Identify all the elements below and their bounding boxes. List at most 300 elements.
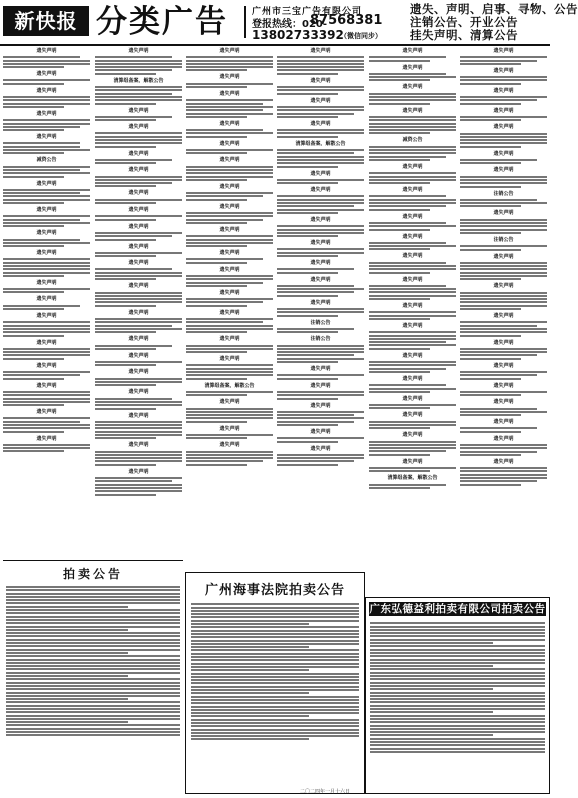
notice-text-line (191, 729, 359, 731)
notice-block-title: 遗失声明 (219, 336, 240, 343)
notice-text-line (369, 404, 456, 406)
notice-text-line (186, 348, 273, 350)
notice-text-line (186, 331, 247, 333)
notice-text-line (3, 56, 80, 58)
notice-text-line (95, 215, 182, 217)
notice-text-line (460, 249, 521, 251)
notice-text-line (369, 371, 430, 373)
notice-block-title: 遗失声明 (402, 213, 423, 220)
notice-text-line (6, 619, 180, 621)
notice-text-line (186, 408, 273, 410)
notice-text-line (277, 331, 338, 333)
notice-block-title: 遗失声明 (219, 203, 240, 210)
notice-text-line (95, 361, 182, 363)
notice-text-line (460, 232, 521, 234)
notice-text-line (6, 593, 180, 595)
notice-text-line (277, 421, 354, 423)
notice-block (95, 108, 182, 122)
notice-text-line (186, 215, 273, 217)
notice-block (369, 214, 456, 231)
notice-text-line (186, 275, 273, 277)
notice-text-line (3, 328, 90, 330)
notice-text-line (277, 195, 364, 197)
notice-block-title: 遗失声明 (219, 91, 240, 98)
notice-text-line (186, 371, 273, 373)
notice-block-title: 遗失声明 (310, 97, 331, 104)
notice-text-line (277, 348, 364, 350)
notice-text-line (191, 643, 359, 645)
notice-block-title: 遗失声明 (128, 190, 149, 197)
notice-text-line (6, 662, 180, 664)
notice-text-line (369, 103, 430, 105)
notice-text-line (369, 447, 456, 449)
notice-text-line (277, 149, 364, 151)
notice-text-line (6, 672, 180, 674)
notice-block-title: 遗失声明 (493, 435, 514, 442)
notice-text-line (369, 179, 456, 181)
notice-block-title: 遗失声明 (219, 48, 240, 54)
notice-text-line (6, 711, 180, 713)
notice-text-line (6, 728, 180, 730)
notice-block-title: 遗失声明 (36, 48, 57, 54)
notice-text-line (277, 152, 354, 154)
notice-text-line (3, 202, 64, 204)
notice-block (369, 48, 456, 62)
notice-block (3, 383, 90, 406)
notice-text-line (277, 106, 364, 108)
notice-text-line (369, 76, 456, 78)
notice-text-line (369, 79, 430, 81)
notice-text-line (186, 149, 273, 151)
notice-block (186, 184, 273, 201)
notice-text-line (6, 642, 180, 644)
notice-block-title: 清算组备案、解散公告 (204, 382, 255, 389)
notice-block (95, 244, 182, 258)
notice-text-line (186, 301, 263, 303)
notice-text-line (3, 358, 64, 360)
notice-text-line (95, 96, 182, 98)
notice-text-line (3, 450, 64, 452)
notice-text-line (191, 636, 359, 638)
notice-text-line (3, 192, 80, 194)
notice-block (369, 475, 456, 489)
notice-text-line (277, 60, 364, 62)
notice-text-line (369, 242, 446, 244)
notice-block (3, 181, 90, 204)
notice-text-line (460, 225, 547, 227)
notice-block-title: 遗失声明 (128, 369, 149, 376)
notice-text-line (3, 219, 80, 221)
notice-block-title: 遗失声明 (36, 250, 57, 257)
notice-text-line (460, 222, 547, 224)
notice-text-line (460, 308, 521, 310)
notice-block (186, 310, 273, 333)
notice-text-line (191, 656, 359, 658)
notice-block (369, 303, 456, 320)
notice-block (186, 250, 273, 264)
notice-text-line (370, 632, 545, 634)
notice-block-title: 遗失声明 (493, 253, 514, 260)
notice-text-line (186, 219, 263, 221)
notice-text-line (277, 182, 338, 184)
notice-text-line (277, 66, 364, 68)
notice-text-line (460, 328, 547, 330)
notice-text-line (6, 599, 180, 601)
notice-text-line (3, 371, 90, 373)
notice-text-line (95, 162, 156, 164)
notice-text-line (460, 444, 547, 446)
notice-text-line (186, 457, 273, 459)
notice-text-line (460, 176, 547, 178)
notice-text-line (3, 268, 90, 270)
notice-text-line (186, 129, 263, 131)
notice-text-line (369, 93, 456, 95)
notice-block-title: 遗失声明 (128, 223, 149, 230)
notice-text-line (3, 288, 90, 290)
notice-text-line (460, 79, 547, 81)
notice-text-line (3, 417, 90, 419)
notice-text-line (369, 285, 446, 287)
notice-block (186, 399, 273, 422)
notice-text-line (460, 414, 521, 416)
notice-text-line (3, 404, 64, 406)
notice-block (186, 442, 273, 465)
notice-block (277, 446, 364, 466)
notice-block-title: 遗失声明 (310, 382, 331, 389)
notice-text-line (191, 659, 359, 661)
notice-text-line (186, 464, 247, 466)
notice-text-line (95, 185, 156, 187)
newspaper-logo: 新快报 (3, 6, 89, 36)
notice-block-title: 清算组备案、解散公告 (113, 77, 164, 84)
notice-text-line (95, 116, 172, 118)
notice-text-line (3, 421, 80, 423)
notice-text-line (369, 335, 456, 337)
notice-block (277, 366, 364, 380)
notice-text-line (95, 136, 182, 138)
notice-column (460, 48, 547, 593)
notice-block-title: 遗失声明 (310, 216, 331, 223)
notice-text-line (186, 192, 273, 194)
masthead-rule (0, 44, 550, 46)
notice-text-line (95, 295, 182, 297)
notice-text-line (3, 169, 80, 171)
notice-text-line (460, 139, 547, 141)
notice-text-line (6, 606, 128, 608)
notice-text-line (186, 166, 273, 168)
notice-text-line (460, 162, 521, 164)
notice-text-line (191, 686, 359, 688)
notice-text-line (460, 374, 537, 376)
notice-text-line (95, 305, 156, 307)
notice-block (369, 432, 456, 455)
notice-text-line (95, 89, 182, 91)
notice-text-line (370, 635, 545, 637)
notice-block (95, 310, 182, 333)
notice-text-line (277, 63, 364, 65)
notice-block-title: 遗失声明 (128, 389, 149, 396)
notice-text-line (186, 258, 263, 260)
notice-text-line (460, 427, 537, 429)
notice-block (186, 157, 273, 180)
notice-text-line (95, 477, 182, 479)
notice-text-line (191, 699, 359, 701)
notice-text-line (3, 325, 90, 327)
notice-text-line (369, 368, 446, 370)
notice-block-title: 遗失声明 (493, 48, 514, 54)
notice-block-title: 遗失声明 (128, 167, 149, 174)
notice-block (460, 363, 547, 380)
notice-text-line (277, 209, 364, 211)
notice-block (3, 88, 90, 108)
notice-text-line (3, 378, 64, 380)
notice-text-line (3, 176, 64, 178)
notice-block-title: 遗失声明 (402, 412, 423, 419)
notice-block (277, 383, 364, 400)
notice-text-line (369, 265, 456, 267)
notice-block-title: 遗失声明 (310, 402, 331, 409)
notice-text-line (191, 725, 359, 727)
notice-text-line (186, 451, 273, 453)
notice-text-line (6, 685, 180, 687)
notice-text-line (369, 149, 456, 151)
notice-block (3, 111, 90, 131)
notice-text-line (369, 129, 456, 131)
notice-text-line (6, 635, 180, 637)
notice-block-title: 清算组备案、解散公告 (387, 475, 438, 482)
notice-text-line (370, 698, 545, 700)
notice-column (277, 48, 364, 578)
notice-text-line (460, 411, 547, 413)
notice-text-line (277, 69, 364, 71)
notice-block-title: 遗失声明 (36, 409, 57, 416)
notice-text-line (370, 665, 493, 667)
notice-text-line (186, 132, 273, 134)
notice-text-line (6, 688, 180, 690)
company-auction-title: 广东弘德益利拍卖有限公司拍卖公告 (369, 603, 546, 615)
notice-block-title: 遗失声明 (36, 110, 57, 117)
notice-text-line (95, 199, 182, 201)
notice-block-title: 遗失声明 (310, 120, 331, 127)
notice-text-line (186, 411, 273, 413)
notice-text-line (369, 248, 430, 250)
notice-text-line (460, 470, 547, 472)
notice-block-title: 遗失声明 (493, 419, 514, 426)
notice-text-line (186, 195, 263, 197)
notice-block-title: 遗失声明 (219, 442, 240, 449)
auction-notice-title: 拍卖公告 (62, 567, 123, 581)
notice-text-line (370, 678, 545, 680)
notice-text-line (460, 159, 537, 161)
notice-text-line (369, 116, 456, 118)
notice-text-line (95, 103, 156, 105)
notice-block (369, 164, 456, 184)
notice-text-line (3, 172, 90, 174)
notice-text-line (460, 278, 521, 280)
notice-text-line (186, 325, 273, 327)
notice-text-line (277, 361, 338, 363)
notice-text-line (277, 345, 364, 347)
notice-block-title: 遗失声明 (219, 120, 240, 127)
notice-block (369, 137, 456, 160)
notice-text-line (277, 295, 338, 297)
notice-text-line (370, 626, 545, 628)
notice-text-line (369, 424, 456, 426)
notice-text-line (370, 751, 545, 753)
notice-block (95, 190, 182, 204)
notice-text-line (277, 391, 364, 393)
issue-date: 二〇二四年一月十六日 (300, 789, 351, 795)
notice-block-title: 注销公告 (310, 319, 331, 326)
notice-text-line (460, 298, 547, 300)
notice-text-line (369, 444, 456, 446)
notice-block-title: 遗失声明 (493, 382, 514, 389)
notice-text-line (6, 652, 128, 654)
notice-text-line (369, 205, 446, 207)
notice-text-line (186, 368, 273, 370)
notice-block (3, 134, 90, 154)
notice-text-line (277, 212, 338, 214)
notice-block-title: 遗失声明 (36, 230, 57, 237)
notice-block (95, 78, 182, 105)
notice-text-line (191, 692, 309, 694)
notice-text-line (460, 408, 537, 410)
notice-text-line (370, 662, 545, 664)
notice-text-line (95, 182, 172, 184)
notice-block (277, 78, 364, 95)
notice-text-line (95, 378, 182, 380)
notice-text-line (277, 437, 364, 439)
notice-text-line (370, 652, 545, 654)
notice-text-line (3, 401, 90, 403)
notice-text-line (95, 451, 182, 453)
notice-block-title: 遗失声明 (219, 289, 240, 296)
notice-text-line (369, 209, 430, 211)
notice-block (277, 217, 364, 237)
notice-text-line (369, 229, 430, 231)
notice-text-line (191, 738, 309, 740)
notice-text-line (95, 73, 156, 75)
auction-notice-body (3, 586, 183, 736)
notice-block (460, 48, 547, 65)
notice-text-line (191, 620, 359, 622)
notice-text-line (277, 229, 364, 231)
notice-text-line (370, 715, 545, 717)
notice-text-line (95, 278, 156, 280)
notice-text-line (95, 252, 182, 254)
notice-block-title: 遗失声明 (493, 67, 514, 74)
notice-block (277, 429, 364, 443)
notice-block (460, 210, 547, 233)
notice-text-line (6, 701, 180, 703)
notice-text-line (95, 255, 156, 257)
notice-text-line (6, 665, 180, 667)
notice-text-line (277, 232, 364, 234)
notice-text-line (186, 83, 273, 85)
notice-text-line (277, 162, 364, 164)
notice-text-line (460, 56, 547, 58)
notice-block-title: 遗失声明 (128, 336, 149, 343)
notice-text-line (369, 298, 430, 300)
notice-text-line (370, 718, 545, 720)
notice-block-title: 遗失声明 (493, 399, 514, 406)
notice-text-line (6, 655, 180, 657)
notice-block (460, 237, 547, 251)
notice-block (95, 167, 182, 187)
hotline-label: 登报热线：020- (252, 19, 328, 30)
notice-text-line (369, 441, 456, 443)
notice-text-line (370, 622, 545, 624)
notice-block-title: 遗失声明 (402, 352, 423, 359)
notice-block-title: 遗失声明 (402, 375, 423, 382)
notice-block-title: 遗失声明 (310, 240, 331, 247)
notice-text-line (369, 288, 456, 290)
notice-block (3, 363, 90, 380)
notice-block (95, 283, 182, 306)
notice-block-title: 遗失声明 (128, 352, 149, 359)
notice-text-line (6, 609, 180, 611)
notice-text-line (186, 239, 273, 241)
notice-text-line (460, 358, 521, 360)
notice-block (186, 48, 273, 71)
notice-text-line (460, 351, 547, 353)
notice-block-title: 遗失声明 (219, 425, 240, 432)
notice-block (95, 260, 182, 280)
notice-text-line (460, 301, 547, 303)
notice-text-line (277, 378, 338, 380)
notice-text-line (460, 245, 547, 247)
notice-text-line (460, 371, 547, 373)
notice-text-line (186, 318, 273, 320)
notice-text-line (277, 374, 364, 376)
notice-text-line (277, 235, 338, 237)
notice-text-line (95, 421, 182, 423)
notice-text-line (370, 705, 545, 707)
notice-block-title: 遗失声明 (493, 339, 514, 346)
notice-text-line (369, 123, 456, 125)
notice-text-line (460, 484, 521, 486)
notice-block (369, 277, 456, 300)
notice-block-title: 遗失声明 (128, 260, 149, 267)
notice-block-title: 遗失声明 (219, 399, 240, 406)
notice-text-line (95, 398, 172, 400)
notice-text-line (369, 450, 446, 452)
notice-text-line (3, 272, 90, 274)
notice-block (369, 353, 456, 373)
notice-text-line (6, 715, 180, 717)
notice-text-line (3, 79, 90, 81)
notice-text-line (191, 603, 359, 605)
notice-text-line (369, 96, 456, 98)
notice-text-line (186, 305, 247, 307)
notice-text-line (369, 421, 456, 423)
notice-text-line (370, 731, 545, 733)
notice-text-line (95, 484, 182, 486)
notice-text-line (369, 272, 430, 274)
notice-block-title: 遗失声明 (36, 207, 57, 214)
notice-text-line (370, 721, 545, 723)
notice-text-line (95, 431, 182, 433)
notice-text-line (95, 86, 182, 88)
notice-block-title: 遗失声明 (493, 87, 514, 94)
notice-block (460, 68, 547, 85)
notice-text-line (6, 586, 180, 588)
notice-block-title: 遗失声明 (402, 64, 423, 71)
notice-text-line (277, 93, 338, 95)
notice-text-line (277, 136, 338, 138)
notice-block-title: 遗失声明 (219, 183, 240, 190)
notice-text-line (186, 374, 273, 376)
